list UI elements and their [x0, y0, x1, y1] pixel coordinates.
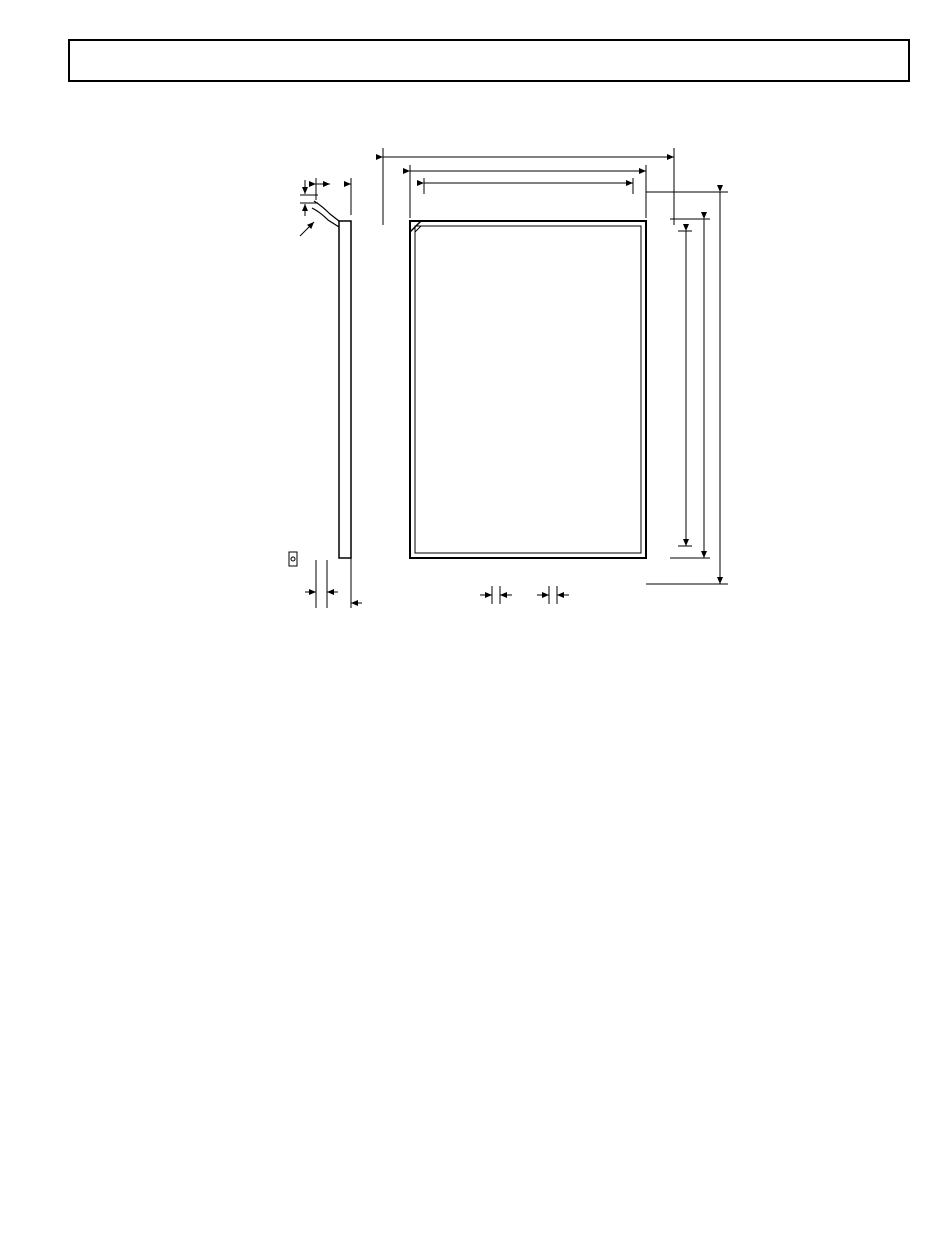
watermark [266, 532, 706, 602]
